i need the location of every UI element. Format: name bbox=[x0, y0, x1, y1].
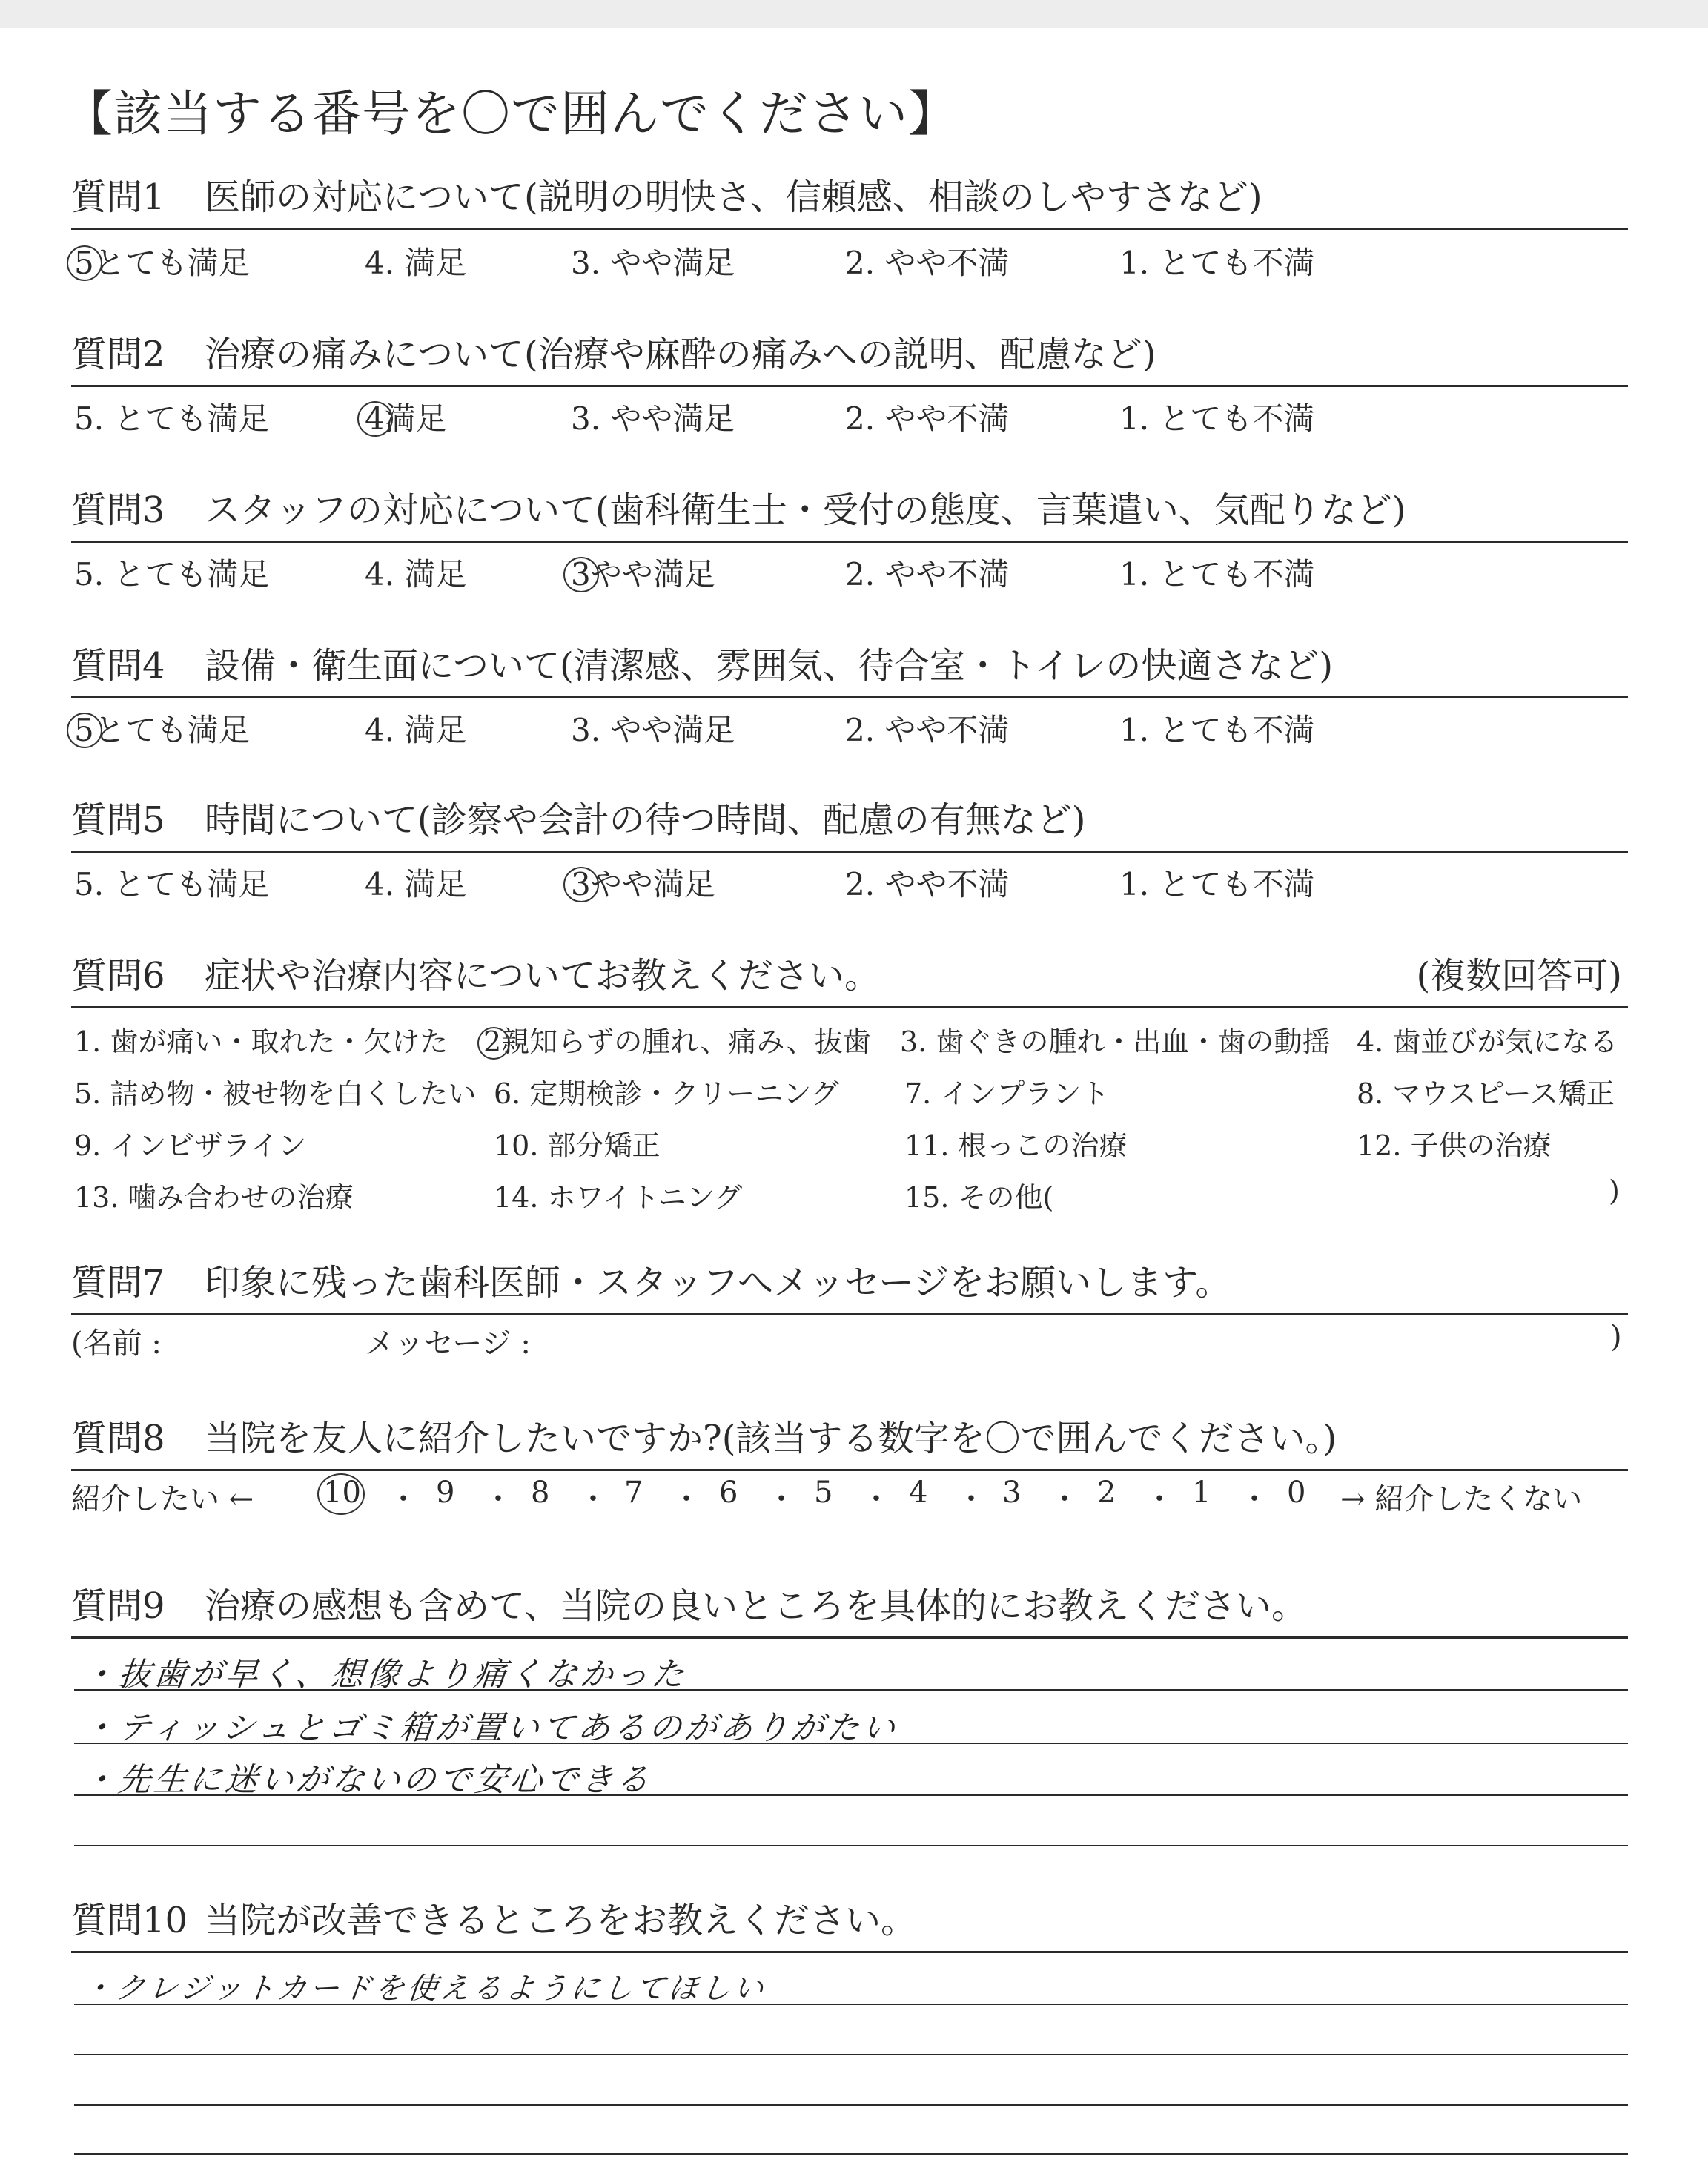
score-7[interactable]: 7 bbox=[624, 1476, 643, 1510]
question-number: 質問1 bbox=[71, 176, 165, 218]
circled-choice: 2 bbox=[483, 1025, 502, 1058]
score-4[interactable]: 4 bbox=[909, 1476, 928, 1510]
answer-line bbox=[74, 2153, 1628, 2155]
divider bbox=[71, 1006, 1628, 1008]
q9-answer-3: ・先生に迷いがないので安心できる bbox=[80, 1761, 655, 1799]
question-number: 質問5 bbox=[71, 799, 165, 841]
option-4[interactable]: 4. 満足 bbox=[365, 245, 467, 281]
option-1[interactable]: 1. とても不満 bbox=[1119, 400, 1315, 437]
question-number: 質問7 bbox=[71, 1262, 165, 1304]
instruction-title: 【該当する番号を〇で囲んでください】 bbox=[64, 85, 958, 142]
q6-item-7[interactable]: 7. インプラント bbox=[904, 1077, 1110, 1110]
question-9 bbox=[71, 1578, 1628, 1639]
answer-line bbox=[74, 1689, 1628, 1691]
q10-answer-1: ・クレジットカードを使えるようにしてほしい bbox=[81, 1972, 768, 2006]
question-number: 質問3 bbox=[71, 489, 165, 531]
question-text: 治療の感想も含めて、当院の良いところを具体的にお教えください。 bbox=[205, 1585, 1308, 1627]
score-9[interactable]: 9 bbox=[436, 1476, 455, 1510]
option-5[interactable]: 5. とても満足 bbox=[74, 400, 270, 437]
q5-options bbox=[71, 860, 1628, 905]
q2-options bbox=[71, 394, 1628, 439]
option-2[interactable]: 2. やや不満 bbox=[845, 400, 1010, 437]
option-5[interactable]: 5. とても満足 bbox=[74, 556, 270, 592]
option-1[interactable]: 1. とても不満 bbox=[1119, 556, 1315, 592]
score-0[interactable]: 0 bbox=[1287, 1476, 1306, 1510]
question-number: 質問2 bbox=[71, 334, 165, 375]
score-5[interactable]: 5 bbox=[814, 1476, 833, 1510]
question-3 bbox=[71, 482, 1628, 543]
option-2[interactable]: 2. やや不満 bbox=[845, 245, 1010, 281]
question-number: 質問10 bbox=[71, 1900, 188, 1941]
question-text: 医師の対応について(説明の明快さ、信頼感、相談のしやすさなど) bbox=[205, 176, 1262, 218]
answer-line bbox=[74, 2054, 1628, 2055]
q6-item-15[interactable]: 15. その他( bbox=[904, 1181, 1054, 1214]
question-7 bbox=[71, 1255, 1628, 1315]
option-3[interactable]: 3. やや満足 bbox=[571, 712, 735, 748]
question-10 bbox=[71, 1892, 1628, 1953]
question-5 bbox=[71, 792, 1628, 853]
question-text: スタッフの対応について(歯科衛生士・受付の態度、言葉遣い、気配りなど) bbox=[205, 489, 1406, 531]
option-3-selected[interactable]: 3やや満足 bbox=[571, 866, 715, 902]
q6-item-8[interactable]: 8. マウスピース矯正 bbox=[1357, 1077, 1615, 1110]
separator: ・ bbox=[861, 1482, 891, 1516]
question-text: 治療の痛みについて(治療や麻酔の痛みへの説明、配慮など) bbox=[205, 334, 1156, 375]
separator: ・ bbox=[956, 1482, 986, 1516]
answer-line bbox=[74, 1743, 1628, 1744]
score-10-selected[interactable]: 10 bbox=[323, 1476, 361, 1510]
answer-line bbox=[74, 1794, 1628, 1796]
option-3-selected[interactable]: 3やや満足 bbox=[571, 556, 715, 592]
q6-item-4[interactable]: 4. 歯並びが気になる bbox=[1357, 1025, 1618, 1058]
q6-item-1[interactable]: 1. 歯が痛い・取れた・欠けた bbox=[74, 1025, 448, 1058]
question-number: 質問8 bbox=[71, 1418, 165, 1459]
divider bbox=[71, 228, 1628, 230]
q6-item-13[interactable]: 13. 噛み合わせの治療 bbox=[74, 1181, 354, 1214]
q3-options bbox=[71, 550, 1628, 595]
multiple-answers-note: (複数回答可) bbox=[1416, 955, 1622, 997]
option-2[interactable]: 2. やや不満 bbox=[845, 556, 1010, 592]
separator: ・ bbox=[1145, 1482, 1174, 1516]
score-8[interactable]: 8 bbox=[531, 1476, 550, 1510]
q9-answer-2: ・ティッシュとゴミ箱が置いてあるのがありがたい bbox=[80, 1709, 900, 1747]
name-field-label[interactable]: (名前 : bbox=[71, 1327, 162, 1361]
q6-item-14[interactable]: 14. ホワイトニング bbox=[494, 1181, 743, 1214]
message-field-label[interactable]: メッセージ : bbox=[365, 1327, 531, 1361]
question-text: 印象に残った歯科医師・スタッフへメッセージをお願いします。 bbox=[205, 1262, 1231, 1304]
option-1[interactable]: 1. とても不満 bbox=[1119, 245, 1315, 281]
circled-choice: 5 bbox=[74, 245, 94, 281]
q6-item-9[interactable]: 9. インビザライン bbox=[74, 1129, 307, 1162]
divider bbox=[71, 1469, 1628, 1471]
question-text: 当院が改善できるところをお教えください。 bbox=[205, 1900, 917, 1941]
divider bbox=[71, 385, 1628, 387]
divider bbox=[71, 1636, 1628, 1639]
q6-item-2-selected[interactable]: 2親知らずの腫れ、痛み、抜歯 bbox=[483, 1025, 871, 1058]
separator: ・ bbox=[1050, 1482, 1079, 1516]
separator: ・ bbox=[483, 1482, 513, 1516]
question-1 bbox=[71, 169, 1628, 230]
question-text: 時間について(診察や会計の待つ時間、配慮の有無など) bbox=[205, 799, 1086, 841]
option-5[interactable]: 5. とても満足 bbox=[74, 866, 270, 902]
question-number: 質問9 bbox=[71, 1585, 165, 1627]
separator: ・ bbox=[388, 1482, 418, 1516]
question-4 bbox=[71, 638, 1628, 698]
divider bbox=[71, 1313, 1628, 1315]
option-2[interactable]: 2. やや不満 bbox=[845, 712, 1010, 748]
q9-answer-1: ・抜歯が早く、想像より痛くなかった bbox=[80, 1656, 689, 1694]
score-3[interactable]: 3 bbox=[1002, 1476, 1022, 1510]
option-1[interactable]: 1. とても不満 bbox=[1119, 866, 1315, 902]
q1-options bbox=[71, 239, 1628, 283]
circled-choice: 4 bbox=[365, 400, 385, 437]
q6-item-11[interactable]: 11. 根っこの治療 bbox=[904, 1129, 1128, 1162]
divider bbox=[71, 541, 1628, 543]
option-2[interactable]: 2. やや不満 bbox=[845, 866, 1010, 902]
score-6[interactable]: 6 bbox=[719, 1476, 738, 1510]
q6-item-10[interactable]: 10. 部分矯正 bbox=[494, 1129, 661, 1162]
q6-item-6[interactable]: 6. 定期検診・クリーニング bbox=[494, 1077, 839, 1110]
option-4[interactable]: 4. 満足 bbox=[365, 556, 467, 592]
q7-close-paren: ) bbox=[1610, 1320, 1622, 1354]
question-8 bbox=[71, 1410, 1628, 1471]
option-5-selected[interactable]: 5とても満足 bbox=[74, 712, 250, 748]
score-1[interactable]: 1 bbox=[1192, 1476, 1211, 1510]
question-2 bbox=[71, 326, 1628, 387]
option-4[interactable]: 4. 満足 bbox=[365, 866, 467, 902]
question-text: 設備・衛生面について(清潔感、雰囲気、待合室・トイレの快適さなど) bbox=[205, 645, 1334, 687]
option-5-selected[interactable]: 5とても満足 bbox=[74, 245, 250, 281]
question-number: 質問4 bbox=[71, 645, 165, 687]
separator: ・ bbox=[767, 1482, 796, 1516]
divider bbox=[71, 851, 1628, 853]
option-3[interactable]: 3. やや満足 bbox=[571, 400, 735, 437]
separator: ・ bbox=[1239, 1482, 1269, 1516]
q6-item-3[interactable]: 3. 歯ぐきの腫れ・出血・歯の動揺 bbox=[900, 1025, 1331, 1058]
q4-options bbox=[71, 706, 1628, 750]
answer-line bbox=[74, 2104, 1628, 2106]
question-text: 当院を友人に紹介したいですか?(該当する数字を〇で囲んでください。) bbox=[205, 1418, 1337, 1459]
circled-choice: 3 bbox=[571, 556, 591, 592]
q6-item-12[interactable]: 12. 子供の治療 bbox=[1357, 1129, 1552, 1162]
option-1[interactable]: 1. とても不満 bbox=[1119, 712, 1315, 748]
circled-choice: 3 bbox=[571, 866, 591, 902]
divider bbox=[71, 1951, 1628, 1953]
option-3[interactable]: 3. やや満足 bbox=[571, 245, 735, 281]
question-6 bbox=[71, 948, 1628, 1008]
q6-item-5[interactable]: 5. 詰め物・被せ物を白くしたい bbox=[74, 1077, 477, 1110]
question-number: 質問6 bbox=[71, 955, 165, 997]
answer-line bbox=[74, 2004, 1628, 2005]
option-4[interactable]: 4. 満足 bbox=[365, 712, 467, 748]
separator: ・ bbox=[578, 1482, 608, 1516]
q6-item-15-close: ) bbox=[1609, 1175, 1620, 1207]
divider bbox=[71, 696, 1628, 698]
recommend-label: 紹介したい ← bbox=[71, 1482, 254, 1516]
question-text: 症状や治療内容についてお教えください。 bbox=[205, 955, 881, 997]
option-4-selected[interactable]: 4満足 bbox=[365, 400, 447, 437]
separator: ・ bbox=[672, 1482, 701, 1516]
circled-choice: 5 bbox=[74, 712, 94, 748]
answer-line bbox=[74, 1845, 1628, 1846]
score-2[interactable]: 2 bbox=[1097, 1476, 1116, 1510]
not-recommend-label: → 紹介したくない bbox=[1340, 1482, 1583, 1516]
